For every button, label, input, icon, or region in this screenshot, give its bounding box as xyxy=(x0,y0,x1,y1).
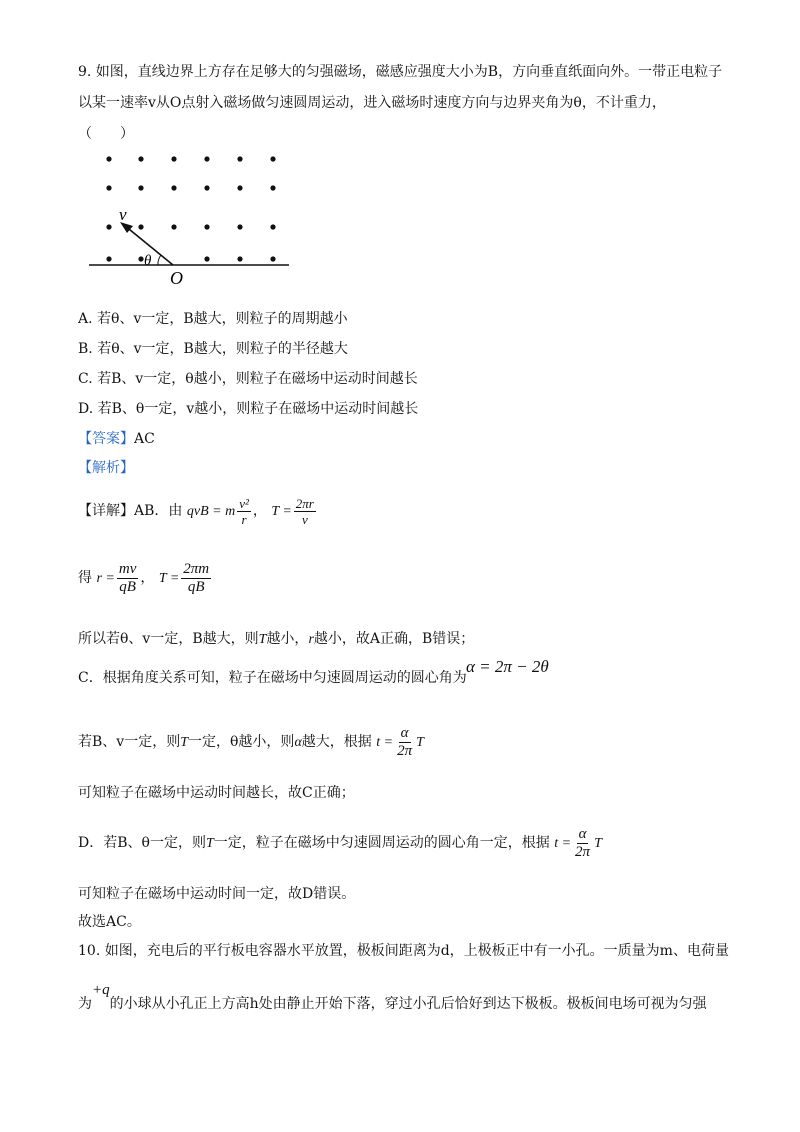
ab-prefix: AB．由 xyxy=(134,503,183,519)
detail-de-line xyxy=(78,558,213,599)
eq2-fraction xyxy=(294,496,316,527)
de-prefix: 得 xyxy=(78,570,92,586)
eq3-den: qB xyxy=(119,578,136,595)
field-dot xyxy=(138,156,143,161)
c2-b: 一定，θ越小，则 xyxy=(188,734,295,750)
detail-tag: 【详解】 xyxy=(78,503,134,519)
d-t-fraction xyxy=(573,826,592,861)
field-dot xyxy=(237,256,242,261)
q9-figure xyxy=(86,145,296,290)
eq3-lhs: r = xyxy=(96,571,115,586)
c-text: C．根据角度关系可知，粒子在磁场中匀速圆周运动的圆心角为 xyxy=(78,670,467,686)
eq1-fraction xyxy=(237,496,251,527)
field-dot xyxy=(204,256,209,261)
field-dot xyxy=(106,224,111,229)
eq1-num: v² xyxy=(239,495,249,511)
c2-a: 若B、v一定，则 xyxy=(78,734,181,750)
detail-ab-line xyxy=(78,494,318,529)
field-dot xyxy=(237,156,242,161)
field-dot xyxy=(237,185,242,190)
d-t-lhs: t = xyxy=(554,836,572,851)
field-dot xyxy=(204,224,209,229)
c2-c: 越大，根据 xyxy=(301,734,372,750)
c2-T: T xyxy=(180,735,188,750)
c-conclusion: 可知粒子在磁场中运动时间越长，故C正确； xyxy=(78,785,355,801)
q10-line2 xyxy=(78,982,707,1014)
field-dot xyxy=(171,224,176,229)
ab-conclusion-b: 越小， xyxy=(266,631,309,647)
ab-r: r xyxy=(308,632,314,647)
field-dot xyxy=(171,185,176,190)
eq2-num: 2πr xyxy=(295,495,314,511)
q10-line1: 10. 如图，充电后的平行板电容器水平放置，极板间距离为d，上极板正中有一小孔。一质量为m、电荷量 xyxy=(78,943,729,959)
q9-answer-blank: （ ） xyxy=(78,126,134,142)
q9-stem-line2: 以某一速率v从O点射入磁场做匀速圆周运动，进入磁场时速度方向与边界夹角为θ，不计重力， xyxy=(78,95,666,111)
d-t-tail: T xyxy=(594,836,602,851)
eq-sep-2: ， xyxy=(140,570,155,586)
analysis-line xyxy=(78,458,134,478)
field-dot xyxy=(270,256,275,261)
answer-tag: 【答案】 xyxy=(78,431,134,447)
q10-charge: +q xyxy=(92,982,110,998)
label-theta: θ xyxy=(144,253,152,269)
t-num: α xyxy=(400,724,409,741)
final-choice: 故选AC。 xyxy=(78,914,141,930)
field-dot xyxy=(138,224,143,229)
q9-stem-line1: 9. 如图，直线边界上方存在足够大的匀强磁场，磁感应强度大小为B，方向垂直纸面向外。一带正电粒子 xyxy=(78,64,723,80)
answer-line xyxy=(78,429,155,449)
eq3-num: mv xyxy=(118,560,137,577)
eq3-fraction xyxy=(117,561,139,596)
ab-T: T xyxy=(258,632,267,647)
t-den: 2π xyxy=(397,742,413,759)
field-dot xyxy=(204,185,209,190)
field-dot xyxy=(138,185,143,190)
option-b: B. 若θ、v一定，B越大，则粒子的半径越大 xyxy=(78,341,348,357)
field-dot xyxy=(270,185,275,190)
ab-conclusion-a: 所以若θ、v一定，B越大，则 xyxy=(78,631,259,647)
eq4-den: qB xyxy=(187,578,205,595)
option-a: A. 若θ、v一定，B越大，则粒子的周期越小 xyxy=(78,311,348,327)
field-dot xyxy=(270,224,275,229)
field-dot xyxy=(138,256,143,261)
option-d: D. 若B、θ一定，v越小，则粒子在磁场中运动时间越长 xyxy=(78,401,419,417)
eq4-lhs: T = xyxy=(158,571,180,586)
ab-conclusion xyxy=(78,629,474,650)
field-dot xyxy=(270,156,275,161)
d-a: D．若B、θ一定，则 xyxy=(78,835,206,851)
ab-conclusion-c: 越小，故A正确，B错误； xyxy=(313,631,475,647)
analysis-tag: 【解析】 xyxy=(78,460,134,476)
d-b: 一定，粒子在磁场中匀速圆周运动的圆心角一定，根据 xyxy=(213,835,550,851)
angle-arc xyxy=(158,255,161,265)
answer-value: AC xyxy=(134,431,155,447)
eq-sep: ， xyxy=(252,503,267,519)
field-dot xyxy=(106,156,111,161)
label-v: v xyxy=(119,205,127,224)
t-fraction xyxy=(395,725,414,760)
c2-line xyxy=(78,722,424,763)
label-O: O xyxy=(170,268,183,288)
c-text-line xyxy=(78,668,467,688)
t-tail: T xyxy=(416,735,424,750)
field-dot xyxy=(106,256,111,261)
field-dot xyxy=(171,156,176,161)
c-alpha-equation: α = 2π − 2θ xyxy=(466,657,549,676)
q10-rest: 的小球从小孔正上方高h处由静止开始下落，穿过小孔后恰好到达下极板。极板间电场可视为匀强 xyxy=(109,996,707,1012)
field-dot xyxy=(106,185,111,190)
eq4-num: 2πm xyxy=(183,560,210,577)
d-t-num: α xyxy=(578,825,587,842)
magnetic-field-dots xyxy=(106,156,275,261)
q10-prefix: 为 xyxy=(78,996,92,1012)
d-line xyxy=(78,823,602,864)
eq4-fraction xyxy=(181,561,211,596)
t-lhs: t = xyxy=(376,735,394,750)
d-conclusion: 可知粒子在磁场中运动时间一定，故D错误。 xyxy=(78,886,356,902)
c2-alpha: α xyxy=(294,735,302,750)
d-T: T xyxy=(205,836,214,851)
eq2-den: v xyxy=(301,511,308,527)
field-dot xyxy=(204,156,209,161)
option-c: C. 若B、v一定，θ越小，则粒子在磁场中运动时间越长 xyxy=(78,371,418,387)
eq1-den: r xyxy=(241,511,247,527)
d-t-den: 2π xyxy=(575,843,591,860)
field-dot xyxy=(237,224,242,229)
eq2-lhs: T = xyxy=(271,504,292,519)
eq1-lhs: qvB = m xyxy=(186,504,236,519)
